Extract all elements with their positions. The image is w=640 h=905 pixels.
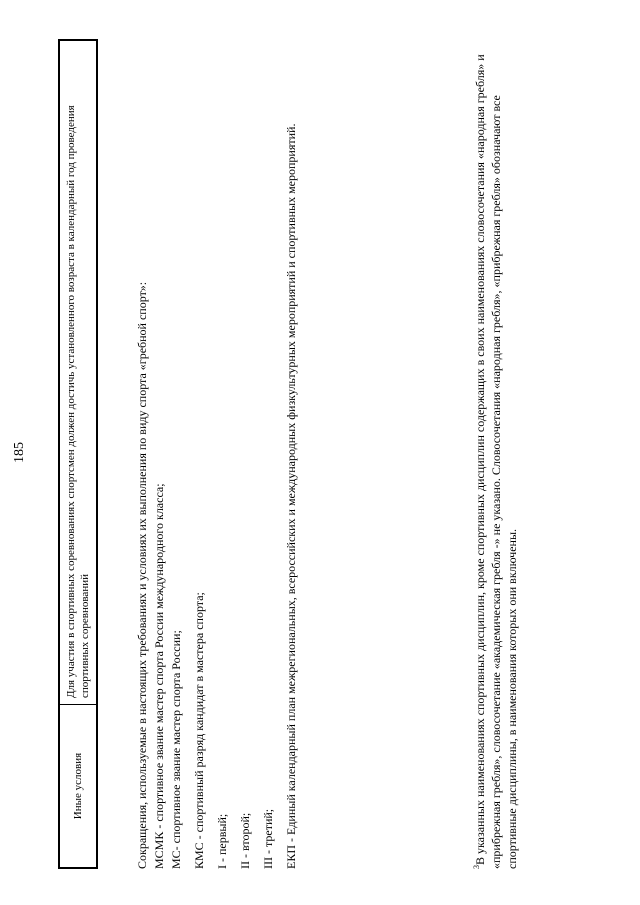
footnote-paragraph — [472, 39, 520, 869]
conditions-table — [58, 39, 98, 869]
abbreviation-item: III - третий; — [261, 808, 275, 869]
page-number: 185 — [12, 442, 27, 463]
table-row — [59, 40, 97, 868]
abbreviations-block — [134, 49, 300, 869]
abbreviation-item: I - первый; — [215, 813, 229, 869]
abbreviation-item: ЕКП - Единый календарный план межрегиональных, всероссийских и международных физкультурных мероприятий и спортивных мероприятий. — [284, 123, 298, 869]
footnote-text: В указанных наименованиях спортивных дисциплин, кроме спортивных дисциплин содержащих в своих наименованиях словосочетания «народная гребля» и «прибрежная гребля», словосочетание «академическая гребля -» не указано. Словосочетания «народная гребля», «прибрежная гребля» обозначают все спортивные дисциплины, в наименования которых они включены. — [473, 54, 519, 869]
abbreviation-item: МСМК - спортивное звание мастер спорта России международного класса; — [152, 483, 166, 869]
abbreviations-intro: Сокращения, используемые в настоящих требованиях и условиях их выполнения по виду спорта «гребной спорт»: — [135, 281, 149, 869]
abbreviation-item: II - второй; — [238, 812, 252, 869]
abbreviation-item: КМС - спортивный разряд кандидат в мастера спорта; — [192, 592, 206, 869]
table-label-cell: Иные условия — [59, 705, 97, 869]
abbreviation-item: МС- спортивное звание мастер спорта России; — [169, 630, 183, 869]
footnote — [472, 39, 520, 869]
footnote-marker: 3 — [472, 865, 481, 869]
table-text-cell: Для участия в спортивных соревнованиях спортсмен должен достичь установленного возраста в календарный год проведения спортивных соревнований — [59, 40, 97, 705]
